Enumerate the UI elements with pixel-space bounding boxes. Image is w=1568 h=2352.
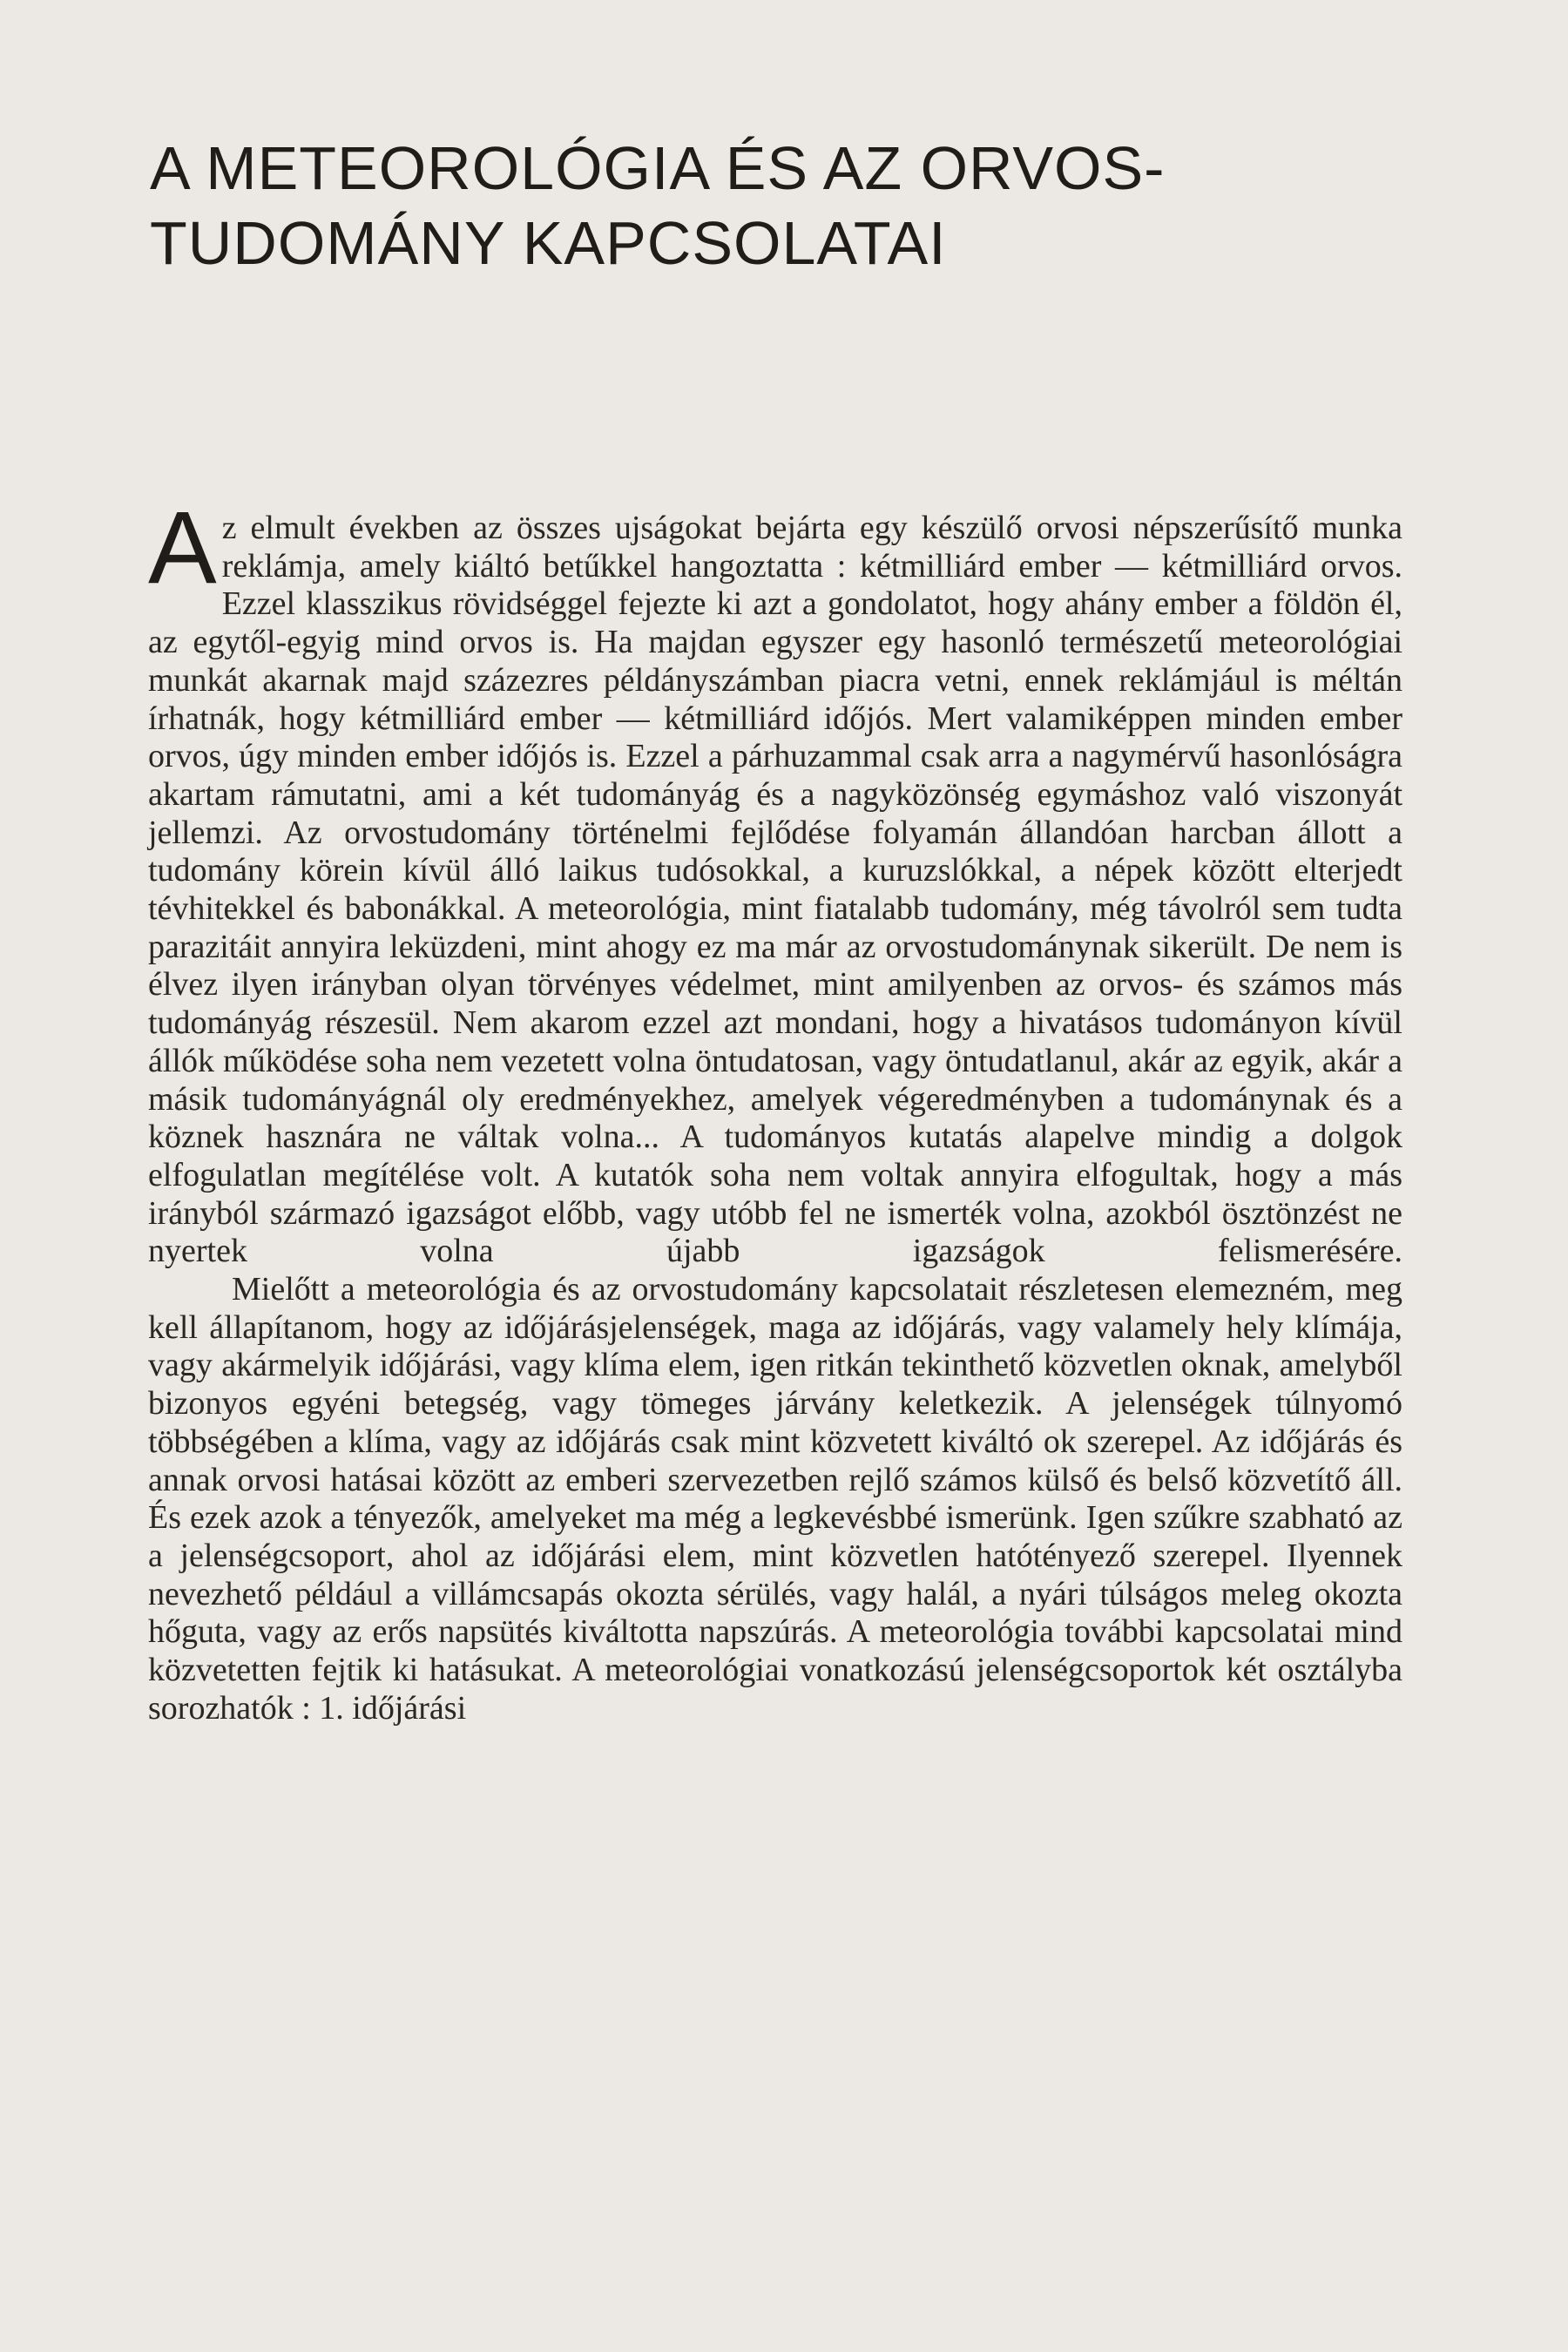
title-line-1: A METEOROLÓGIA ÉS AZ ORVOS- [150,134,1166,202]
title-line-2: TUDOMÁNY KAPCSOLATAI [150,209,947,277]
drop-cap: A [148,490,217,605]
article-title [150,131,1456,280]
paragraph-1-text: z elmult években az összes ujságokat bejárta egy készülő orvosi népszerűsítő munka reklámja, amely kiáltó betűkkel hangoztatta : kétmilliárd ember — kétmilliárd orvos. Ezzel klasszikus rövidséggel fejezte ki azt a gondolatot, hogy ahány ember a földön él, az egytől-egyig mind orvos is. Ha majdan egyszer egy hasonló természetű meteorológiai munkát akarnak majd százezres példányszámban piacra vetni, ennek reklámjául is méltán írhatnák, hogy kétmilliárd ember — kétmilliárd időjós. Mert valamiképpen minden ember orvos, úgy minden ember időjós is. Ezzel a párhuzammal csak arra a nagymérvű hasonlóságra akartam rámutatni, ami a két tudományág és a nagyközönség egymáshoz való viszonyát jellemzi. Az orvostudomány történelmi fejlődése folyamán állandóan harcban állott a tudomány körein kívül álló laikus tudósokkal, a kuruzslókkal, a népek között elterjedt tévhitekkel és babonákkal. A meteorológia, mint fiatalabb tudomány, még távolról sem tudta parazitáit annyira leküzdeni, mint ahogy ez ma már az orvostudománynak sikerült. De nem is élvez ilyen irányban olyan törvényes védelmet, mint amilyenben az orvos- és számos más tudományág részesül. Nem akarom ezzel azt mondani, hogy a hivatásos tudományon kívül állók működése soha nem vezetett volna öntudatosan, vagy öntudatlanul, akár az egyik, akár a másik tudományágnál oly eredményekhez, amelyek végeredményben a tudománynak és a köznek hasznára ne váltak volna... A tudományos kutatás alapelve mindig a dolgok elfogulatlan megítélése volt. A kutatók soha nem voltak annyira elfogultak, hogy a más irányból származó igazságot előbb, vagy utóbb fel ne ismerték volna, azokból ösztönzést ne nyertek volna újabb igazságok felismerésére. [148,510,1402,1270]
article-body [148,490,1402,1728]
paragraph-1 [148,490,1402,1271]
paragraph-2-text: Mielőtt a meteorológia és az orvostudomány kapcsolatait részletesen elemezném, meg kell állapítanom, hogy az időjárásjelenségek, maga az időjárás, vagy valamely hely klímája, vagy akármelyik időjárási, vagy klíma elem, igen ritkán tekinthető közvetlen oknak, amelyből bizonyos egyéni betegség, vagy tömeges járvány keletkezik. A jelenségek túlnyomó többségében a klíma, vagy az időjárás csak mint közvetett kiváltó ok szerepel. Az időjárás és annak orvosi hatásai között az emberi szervezetben rejlő számos külső és belső közvetítő áll. És ezek azok a tényezők, amelyeket ma még a legkevésbbé ismerünk. Igen szűkre szabható az a jelenségcsoport, ahol az időjárási elem, mint közvetlen hatótényező szerepel. Ilyennek nevezhető például a villámcsapás okozta sérülés, vagy halál, a nyári túlságos meleg okozta hőguta, vagy az erős napsütés kiváltotta napszúrás. A meteorológia további kapcsolatai mind közvetetten fejtik ki hatásukat. A meteorológiai vonatkozású jelenségcsoportok két osztályba sorozhatók : 1. időjárási [148,1271,1402,1727]
paragraph-2 [148,1271,1402,1727]
